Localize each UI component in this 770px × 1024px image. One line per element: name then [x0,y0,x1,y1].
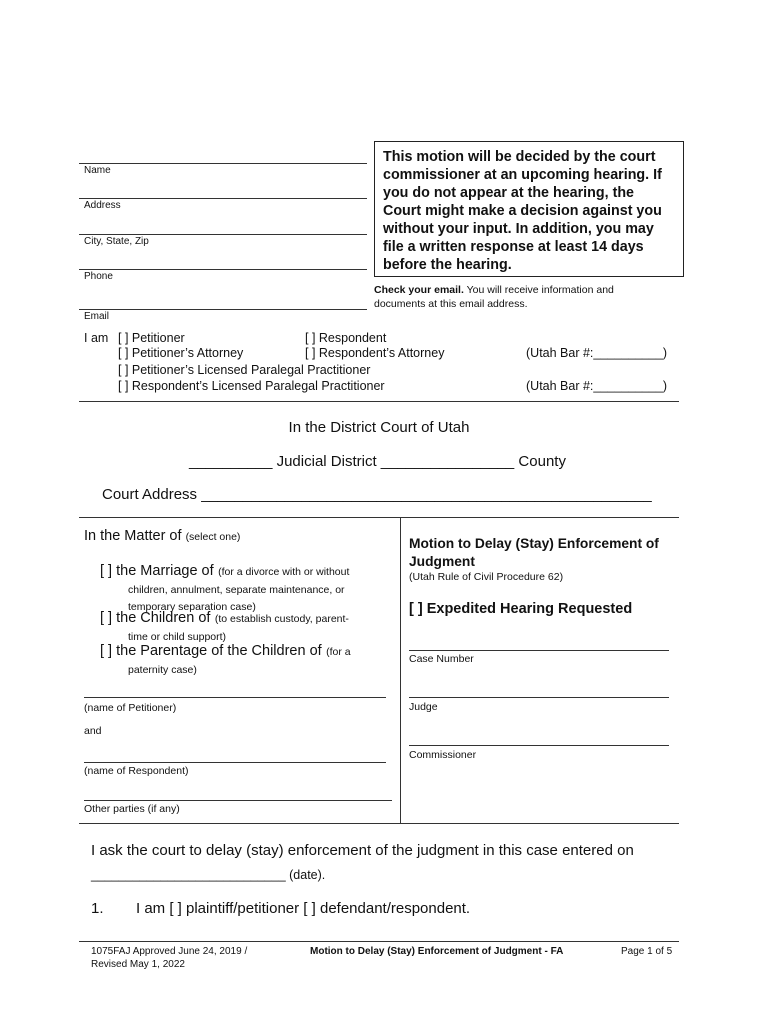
children-note: (to establish custody, parent- [214,613,349,625]
caption-divider [400,517,401,823]
matter-children-option[interactable] [100,610,400,645]
date-entry[interactable] [91,868,325,882]
marriage-note: (for a divorce with or without [218,566,350,578]
motion-rule: (Utah Rule of Civil Procedure 62) [409,571,564,583]
email-note-line2: documents at this email address. [374,297,528,310]
court-address-blank[interactable]: ______________________________________________________ [201,486,652,503]
email-line[interactable] [79,309,367,310]
caption-top-border [79,517,679,518]
role-petitioner[interactable]: [ ] Petitioner [118,331,185,345]
utah-bar-number-1[interactable]: (Utah Bar #:__________) [526,346,668,360]
court-address-line[interactable] [102,486,652,503]
hearing-notice-box [374,141,684,277]
caption-bottom-border [79,823,679,824]
parentage-label: [ ] the Parentage of the Children of [100,643,322,659]
i-am-label: I am [84,331,109,345]
date-label: (date). [289,868,326,882]
role-petitioner-attorney[interactable]: [ ] Petitioner’s Attorney [118,346,244,360]
children-label: [ ] the Children of [100,610,211,626]
email-note-rest: You will receive information and [463,284,614,296]
stay-request-text: I ask the court to delay (stay) enforcement of the judgment in this case entered on [91,842,634,859]
utah-bar-number-2[interactable]: (Utah Bar #:__________) [526,379,668,393]
email-note [374,284,674,311]
phone-label: Phone [84,271,113,282]
role-divider [79,401,679,402]
judge-label: Judge [409,701,438,713]
revised-date: Revised May 1, 2022 [91,958,185,970]
other-parties-label: Other parties (if any) [84,803,180,815]
commissioner-label: Commissioner [409,749,477,761]
matter-parentage-option[interactable] [100,643,400,678]
marriage-note-3: temporary separation case) [128,601,256,613]
expedited-hearing-checkbox[interactable]: [ ] Expedited Hearing Requested [409,601,633,617]
court-title: In the District Court of Utah [288,419,470,436]
role-respondent-lpp[interactable]: [ ] Respondent’s Licensed Paralegal Practitioner [118,379,385,393]
petitioner-name-line[interactable] [84,697,386,698]
footer-divider [79,941,679,942]
case-number-line[interactable] [409,650,669,651]
commissioner-line[interactable] [409,745,669,746]
role-petitioner-lpp[interactable]: [ ] Petitioner’s Licensed Paralegal Practitioner [118,363,371,377]
motion-title: Motion to Delay (Stay) Enforcement of Judgment [409,536,659,569]
footer-title: Motion to Delay (Stay) Enforcement of Judgment - FA [310,946,564,957]
address-line[interactable] [79,198,367,199]
petitioner-name-label: (name of Petitioner) [84,702,177,714]
children-note-2: time or child support) [128,630,227,643]
matter-heading [84,528,240,544]
judicial-district-line[interactable]: __________ Judicial District ________________ County [189,453,566,470]
hearing-notice-text: This motion will be decided by the court commissioner at an upcoming hearing. If you do not appear at the hearing, the Court might make a decision against you without your input. In addition, you may file a written response at least 14 days before the hearing. [383,149,662,273]
party-role-selection[interactable]: I am [ ] plaintiff/petitioner [ ] defendant/respondent. [136,900,471,917]
email-note-bold: Check your email. [374,284,464,296]
judge-line[interactable] [409,697,669,698]
respondent-name-label: (name of Respondent) [84,765,189,777]
and-label: and [84,725,102,737]
parentage-note-2: paternity case) [128,663,197,676]
role-respondent-attorney[interactable]: [ ] Respondent’s Attorney [305,346,445,360]
respondent-name-line[interactable] [84,762,386,763]
parentage-note: (for a [326,646,351,658]
name-line[interactable] [79,163,367,164]
page-number: Page 1 of 5 [621,946,673,957]
footer-form-id [91,946,247,971]
court-address-label: Court Address [102,486,198,503]
role-respondent[interactable]: [ ] Respondent [305,331,387,345]
form-id: 1075FAJ Approved June 24, 2019 / [91,946,248,957]
matter-marriage-option[interactable] [100,563,400,616]
date-blank[interactable]: ____________________________ [91,868,286,882]
marriage-label: [ ] the Marriage of [100,563,214,579]
marriage-note-2: children, annulment, separate maintenance, or [128,583,345,596]
matter-heading-note: (select one) [185,531,241,543]
case-number-label: Case Number [409,653,474,665]
city-label: City, State, Zip [84,236,149,247]
email-label: Email [84,311,110,322]
other-parties-line[interactable] [84,800,392,801]
matter-heading-text: In the Matter of [84,528,182,544]
name-label: Name [84,165,111,176]
address-label: Address [84,200,121,211]
phone-line[interactable] [79,269,367,270]
item-number-1: 1. [91,900,104,917]
city-line[interactable] [79,234,367,235]
